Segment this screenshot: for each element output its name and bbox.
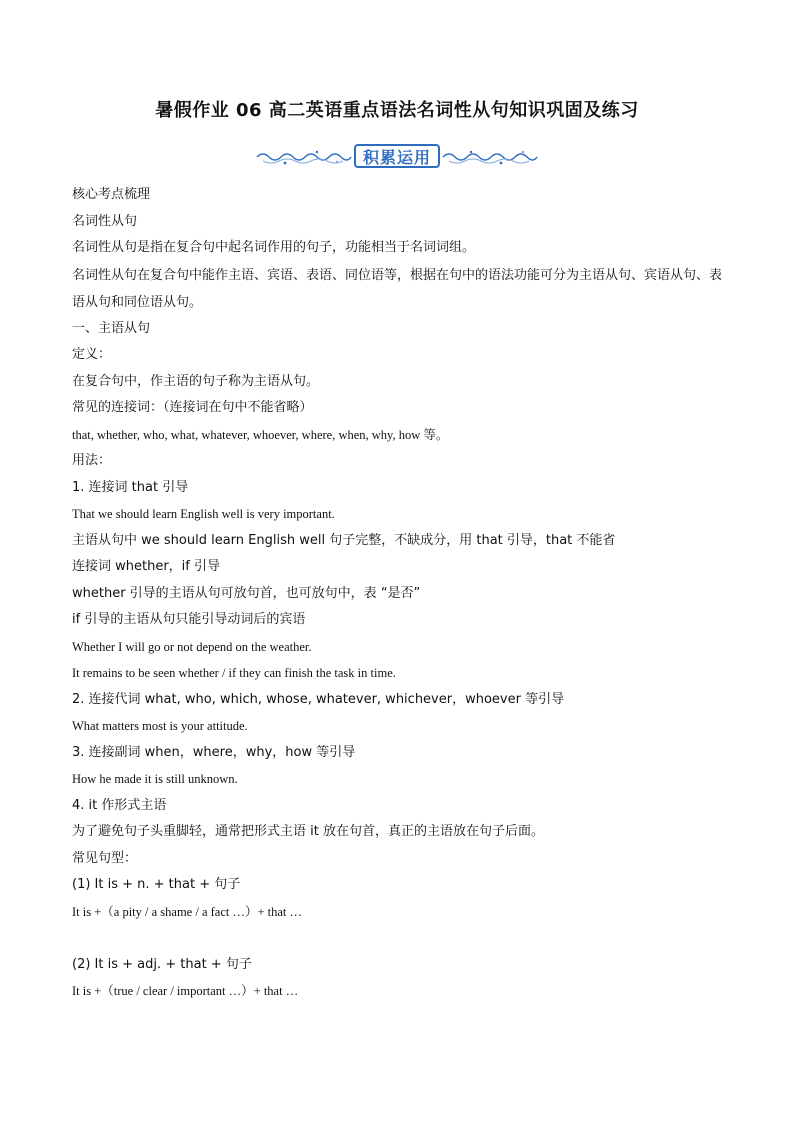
document-body (72, 182, 726, 1005)
section-heading-subject-clause: 一、主语从句 (72, 320, 151, 336)
example-sentence: That we should learn English well is very important. (72, 507, 335, 521)
heading-noun-clause: 名词性从句 (72, 213, 138, 229)
example-sentence: It remains to be seen whether / if they can finish the task in time. (72, 666, 396, 680)
explanation-text: 为了避免句子头重脚轻，通常把形式主语 it 放在句首，真正的主语放在句子后面。 (72, 824, 544, 839)
label-definition: 定义： (72, 347, 112, 362)
example-sentence: Whether I will go or not depend on the weather. (72, 639, 312, 654)
explanation-text: whether 引导的主语从句可放句首，也可放句中，表 “是否” (72, 585, 421, 601)
usage-item-2: 2. 连接代词 what, who, which, whose, whatever, whichever，whoever 等引导 (72, 691, 565, 707)
definition-text: 在复合句中，作主语的句子称为主语从句。 (72, 373, 320, 389)
pattern-2: (2) It is + adj. + that + 句子 (72, 956, 252, 972)
usage-item-1: 1. 连接词 that 引导 (72, 479, 189, 495)
label-patterns: 常见句型： (72, 850, 138, 866)
heading-core-points: 核心考点梳理 (72, 187, 151, 202)
paragraph-definition: 名词性从句是指在复合句中起名词作用的句子，功能相当于名词词组。 (72, 240, 476, 255)
example-sentence: How he made it is still unknown. (72, 772, 238, 786)
spacer (72, 925, 726, 952)
pattern-2-example: It is +（true / clear / important …）+ that … (72, 984, 299, 998)
explanation-text: 主语从句中 we should learn English well 句子完整，不缺成分，用 that 引导，that 不能省 (72, 532, 616, 548)
usage-item-4: 4. it 作形式主语 (72, 797, 167, 813)
label-usage: 用法： (72, 453, 112, 468)
explanation-text: if 引导的主语从句只能引导动词后的宾语 (72, 612, 306, 627)
pattern-1-example: It is +（a pity / a shame / a fact …）+ that … (72, 904, 303, 919)
label-connectives: 常见的连接词：（连接词在句中不能省略） (72, 400, 313, 415)
paragraph-functions: 名词性从句在复合句中能作主语、宾语、表语、同位语等，根据在句中的语法功能可分为主语从句、宾语从句、表语从句和同位语从句。 (72, 267, 723, 310)
connectives-list: that, whether, who, what, whatever, whoever, where, when, why, how 等。 (72, 427, 449, 442)
usage-subitem: 连接词 whether，if 引导 (72, 559, 221, 574)
section-banner (255, 142, 539, 174)
page-title: 暑假作业 06 高二英语重点语法名词性从句知识巩固及练习 (155, 100, 639, 121)
pattern-1: (1) It is + n. + that + 句子 (72, 877, 241, 892)
example-sentence: What matters most is your attitude. (72, 719, 248, 733)
usage-item-3: 3. 连接副词 when，where，why，how 等引导 (72, 744, 356, 760)
banner-label: 积累运用 (354, 144, 440, 168)
